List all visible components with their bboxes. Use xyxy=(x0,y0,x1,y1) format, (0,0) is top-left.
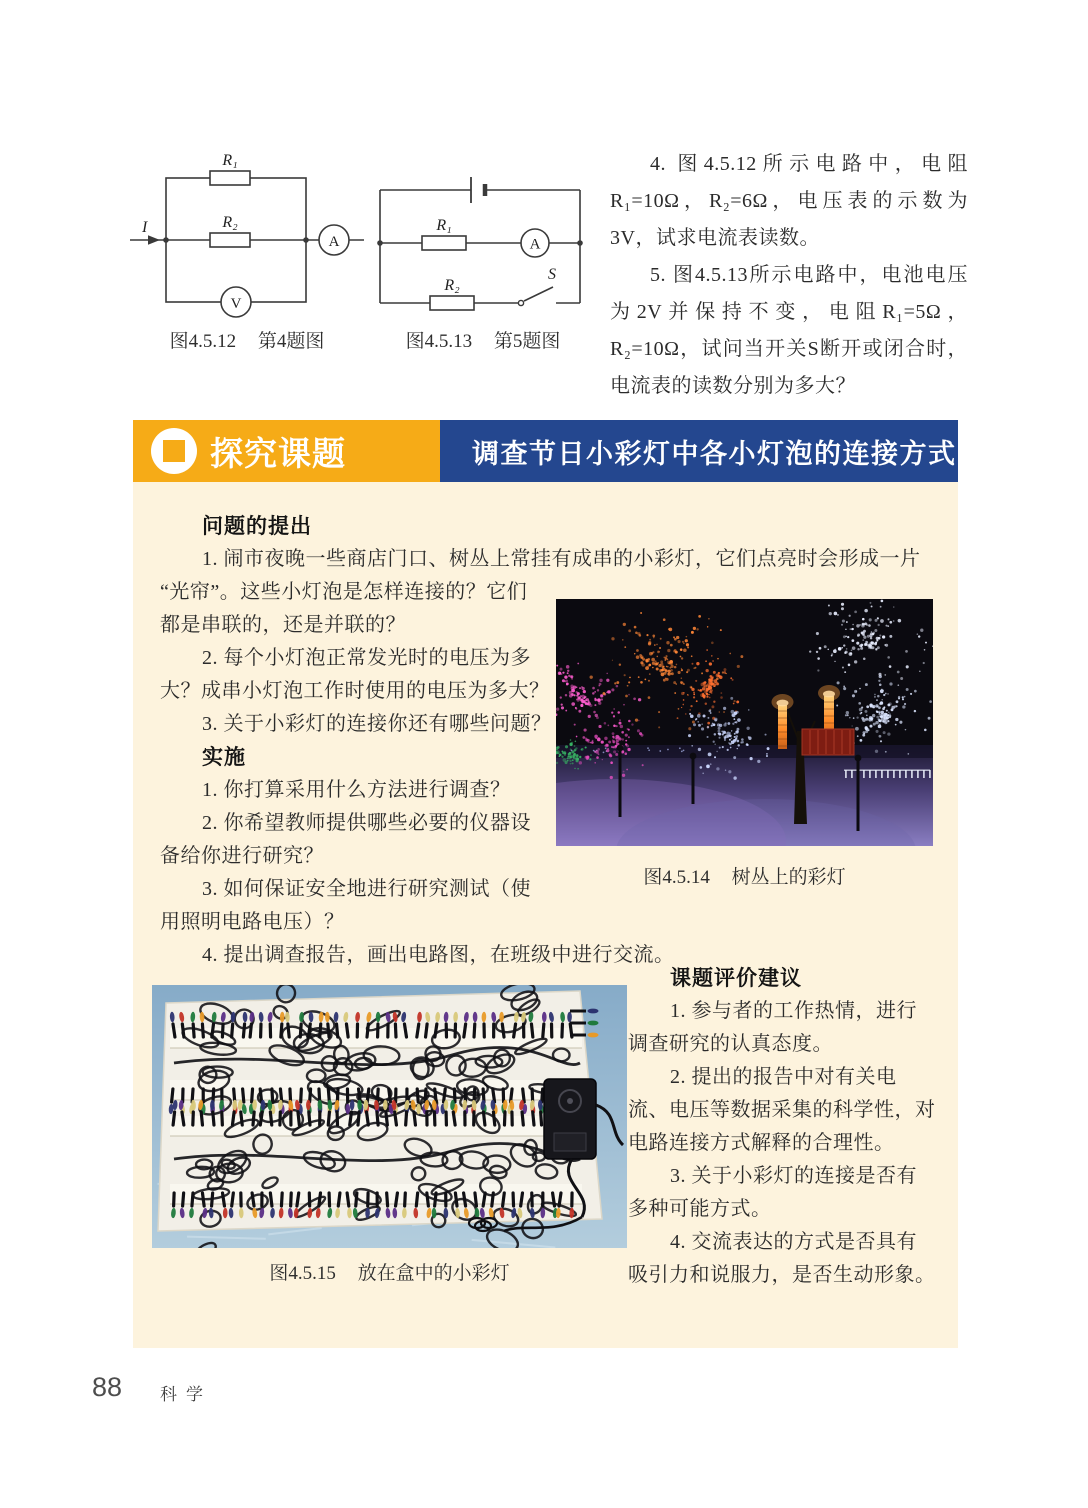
switch-blade xyxy=(524,287,553,301)
figure-caption-4-5-14: 图4.5.14 树丛上的彩灯 xyxy=(643,867,846,888)
resistor-r1 xyxy=(422,236,466,250)
circuit-diagram-4-5-12 xyxy=(128,150,366,322)
text-line: 4. 交流表达的方式是否具有 xyxy=(670,1231,917,1253)
text-line: 大？成串小灯泡工作时使用的电压为多大？ xyxy=(160,680,550,702)
square-in-circle-icon xyxy=(151,428,197,474)
text-line: 1. 参与者的工作热情，进行 xyxy=(670,1000,917,1022)
text-line: “光帘”。这些小灯泡是怎样连接的？它们 xyxy=(160,581,528,603)
resistor-r2 xyxy=(210,233,250,247)
resistor-r1-label: R₁ xyxy=(436,217,452,234)
text-line: 4. 提出调查报告，画出电路图，在班级中进行交流。 xyxy=(202,944,675,966)
ammeter-label: A xyxy=(529,236,541,253)
switch-pivot xyxy=(518,300,523,305)
voltmeter-label: V xyxy=(230,296,242,312)
text-line: 3. 关于小彩灯的连接是否有 xyxy=(670,1165,917,1187)
section-heading: 问题的提出 xyxy=(202,515,312,538)
switch-label: S xyxy=(548,266,556,283)
text-line: 3. 如何保证安全地进行研究测试（使 xyxy=(202,878,531,900)
figure-caption-4-5-15: 图4.5.15 放在盒中的小彩灯 xyxy=(269,1263,510,1284)
subject-label: 科学 xyxy=(160,1385,212,1404)
text-line: 用照明电路电压）？ xyxy=(160,911,345,933)
figure-caption-4-5-12: 图4.5.12 第4题图 xyxy=(169,331,325,352)
resistor-r1-label: R₁ xyxy=(222,152,238,169)
text-line: 调查研究的认真态度。 xyxy=(628,1033,833,1055)
text-line: 电路连接方式解释的合理性。 xyxy=(628,1132,895,1154)
circuit-diagram-4-5-13 xyxy=(372,168,590,320)
current-arrow xyxy=(148,235,160,245)
current-label: I xyxy=(142,219,148,236)
text-line: 1. 闹市夜晚一些商店门口、树丛上常挂有成串的小彩灯，它们点亮时会形成一片 xyxy=(202,548,921,570)
section-heading: 实施 xyxy=(202,746,246,769)
problem-5: 5. 图4.5.13所示电路中，电池电压为2V并保持不变，电阻R₁=5Ω，R₂=10Ω，试问当开关S断开或闭合时，电流表的读数分别为多大？ xyxy=(610,264,968,397)
inquiry-badge-label: 探究课题 xyxy=(210,434,346,472)
section-heading: 课题评价建议 xyxy=(670,967,802,990)
text-line: 1. 你打算采用什么方法进行调查？ xyxy=(202,779,511,801)
trees-lights-photo xyxy=(556,599,933,846)
lights-in-box-photo xyxy=(152,985,627,1248)
inquiry-banner xyxy=(133,420,958,482)
resistor-r1 xyxy=(210,171,250,185)
inquiry-title: 调查节日小彩灯中各小灯泡的连接方式 xyxy=(472,438,957,469)
text-line: 3. 关于小彩灯的连接你还有哪些问题？ xyxy=(202,713,552,735)
text-line: 都是串联的，还是并联的？ xyxy=(160,614,406,636)
text-line: 流、电压等数据采集的科学性，对 xyxy=(628,1099,936,1121)
resistor-r2-label: R₂ xyxy=(444,277,460,294)
problem-4: 4. 图4.5.12所示电路中，电阻R₁=10Ω，R₂=6Ω，电压表的示数为3V，试求电流表读数。 xyxy=(610,153,968,249)
text-line: 2. 你希望教师提供哪些必要的仪器设 xyxy=(202,812,531,834)
text-line: 多种可能方式。 xyxy=(628,1198,772,1220)
inquiry-badge xyxy=(133,420,440,482)
inquiry-title-bar xyxy=(440,420,958,482)
text-line: 备给你进行研究？ xyxy=(160,845,324,867)
resistor-r2 xyxy=(430,296,474,310)
page-number: 88 xyxy=(92,1372,123,1402)
resistor-r2-label: R₂ xyxy=(222,214,238,231)
text-line: 2. 提出的报告中对有关电 xyxy=(670,1066,897,1088)
evaluation-text xyxy=(628,962,950,1292)
text-line: 2. 每个小灯泡正常发光时的电压为多 xyxy=(202,647,531,669)
figure-caption-4-5-13: 图4.5.13 第5题图 xyxy=(405,331,561,352)
ammeter-label: A xyxy=(328,234,340,250)
exercise-problems xyxy=(610,146,968,405)
text-line: 吸引力和说服力，是否生动形象。 xyxy=(628,1264,936,1286)
